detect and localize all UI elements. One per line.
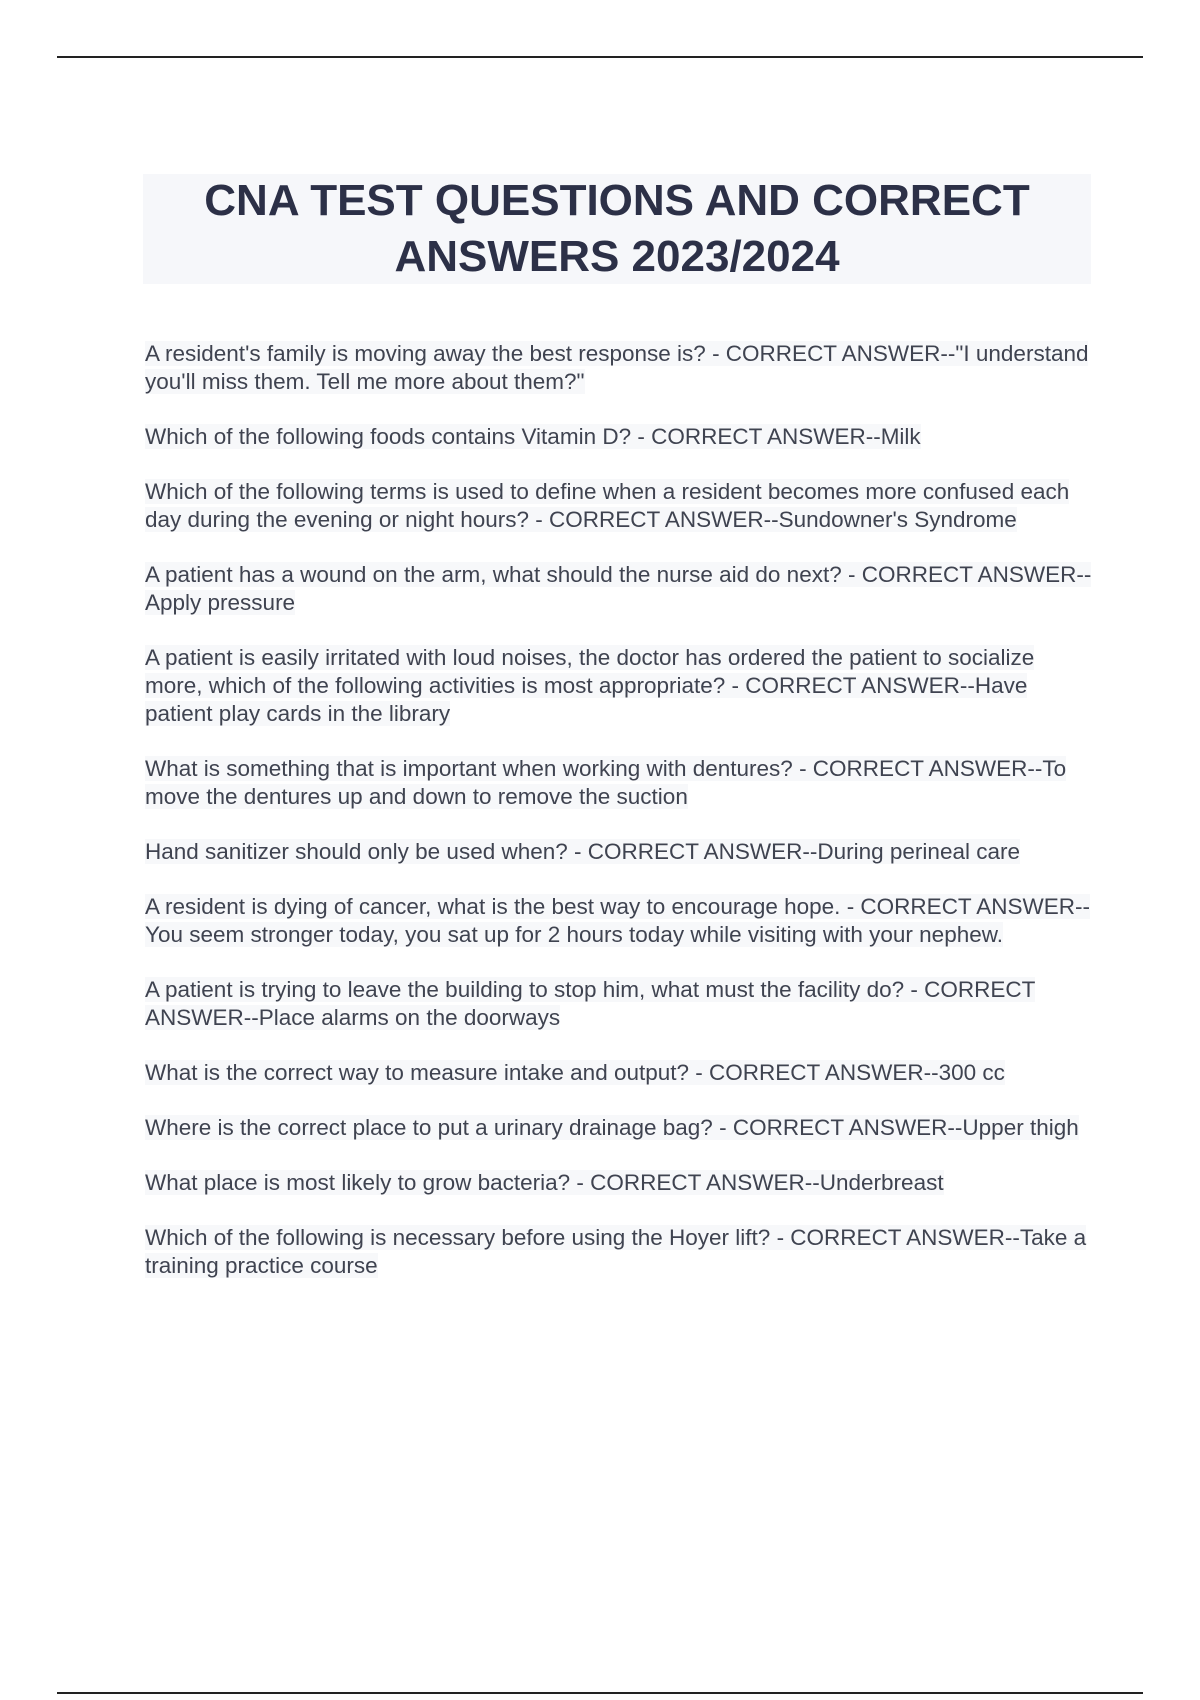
- answer-text: Milk: [880, 424, 921, 449]
- answer-text: Upper thigh: [962, 1115, 1079, 1140]
- question-text: A resident is dying of cancer, what is the best way to encourage hope.: [145, 894, 841, 919]
- question-text: What place is most likely to grow bacteria?: [145, 1170, 571, 1195]
- qa-item: [145, 340, 1095, 396]
- answer-text: 300 cc: [938, 1060, 1005, 1085]
- document-title: [204, 173, 1029, 285]
- qa-item: [145, 1114, 1095, 1142]
- top-rule: [57, 56, 1143, 58]
- qa-item: [145, 1224, 1095, 1280]
- title-line-2: ANSWERS 2023/2024: [394, 232, 840, 281]
- answer-separator: - CORRECT ANSWER--: [567, 839, 818, 864]
- qa-item: [145, 1059, 1095, 1087]
- answer-text: You seem stronger today, you sat up for 2 hours today while visiting with your nephew.: [145, 922, 1003, 947]
- answer-separator: - CORRECT ANSWER--: [631, 424, 881, 449]
- question-text: Which of the following foods contains Vitamin D?: [145, 424, 632, 449]
- question-text: What is the correct way to measure intake and output?: [145, 1060, 690, 1085]
- qa-list: [145, 340, 1095, 1307]
- answer-text: Place alarms on the doorways: [258, 1005, 561, 1030]
- qa-item: [145, 893, 1095, 949]
- question-text: What is something that is important when working with dentures?: [145, 756, 793, 781]
- question-text: A patient has a wound on the arm, what should the nurse aid do next?: [145, 562, 842, 587]
- qa-item: [145, 478, 1095, 534]
- question-text: A patient is trying to leave the building to stop him, what must the facility do?: [145, 977, 905, 1002]
- qa-item: [145, 644, 1095, 728]
- answer-separator: - CORRECT ANSWER--: [841, 562, 1092, 587]
- answer-text: "I understand you'll miss them. Tell me more about them?": [145, 341, 1089, 394]
- answer-separator: - CORRECT ANSWER--: [570, 1170, 820, 1195]
- qa-item: [145, 561, 1095, 617]
- bottom-rule: [57, 1692, 1143, 1694]
- answer-text: Underbreast: [819, 1170, 944, 1195]
- answer-text: Sundowner's Syndrome: [778, 507, 1017, 532]
- question-text: Hand sanitizer should only be used when?: [145, 839, 568, 864]
- title-banner: [143, 174, 1091, 284]
- title-line-1: CNA TEST QUESTIONS AND CORRECT: [204, 176, 1030, 225]
- answer-separator: - CORRECT ANSWER--: [705, 341, 956, 366]
- answer-separator: - CORRECT ANSWER--: [792, 756, 1043, 781]
- answer-text: Apply pressure: [145, 590, 296, 615]
- answer-separator: - CORRECT ANSWER--: [840, 894, 1091, 919]
- answer-separator: - CORRECT ANSWER--: [770, 1225, 1020, 1250]
- answer-separator: - CORRECT ANSWER--: [725, 673, 975, 698]
- qa-item: [145, 1169, 1095, 1197]
- answer-separator: - CORRECT ANSWER--: [712, 1115, 963, 1140]
- question-text: Where is the correct place to put a urinary drainage bag?: [145, 1115, 713, 1140]
- answer-text: During perineal care: [817, 839, 1020, 864]
- qa-item: [145, 423, 1095, 451]
- answer-separator: - CORRECT ANSWER--: [529, 507, 779, 532]
- answer-text: To move the dentures up and down to remove the suction: [145, 756, 1067, 809]
- question-text: Which of the following terms is used to define when a resident becomes more confused each day during the evening or night hours?: [145, 479, 1070, 532]
- answer-text: Take a training practice course: [145, 1225, 1087, 1278]
- answer-text: Have patient play cards in the library: [145, 673, 1028, 726]
- qa-item: [145, 838, 1095, 866]
- question-text: A patient is easily irritated with loud noises, the doctor has ordered the patient to socialize more, which of the following activities is most appropriate?: [145, 645, 1035, 698]
- answer-separator: - CORRECT ANSWER--: [145, 977, 1036, 1030]
- qa-item: [145, 976, 1095, 1032]
- answer-separator: - CORRECT ANSWER--: [689, 1060, 939, 1085]
- question-text: Which of the following is necessary before using the Hoyer lift?: [145, 1225, 771, 1250]
- question-text: A resident's family is moving away the best response is?: [145, 341, 706, 366]
- qa-item: [145, 755, 1095, 811]
